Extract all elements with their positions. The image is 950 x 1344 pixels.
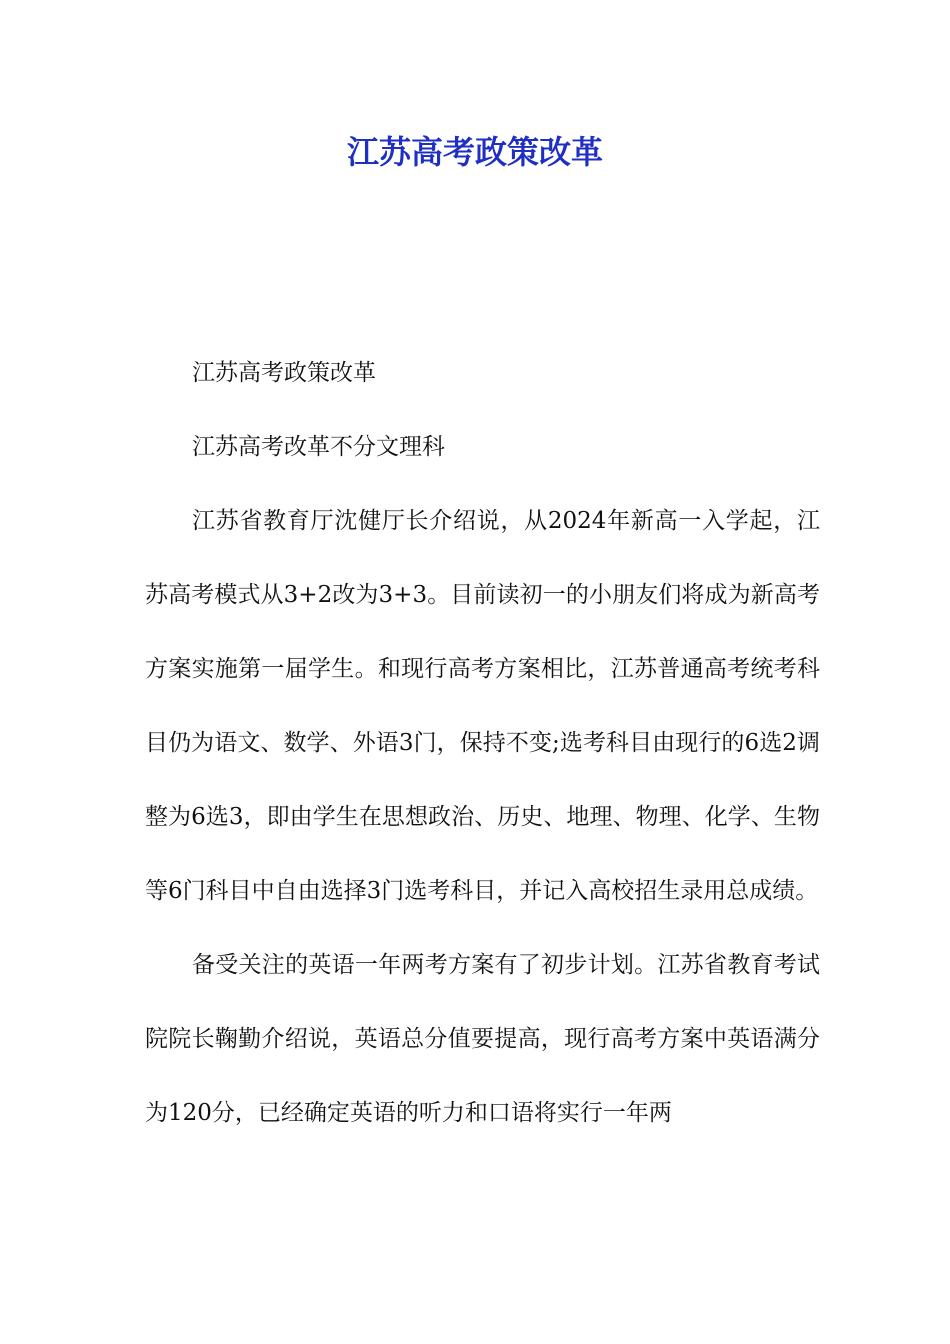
paragraph-subtitle: 江苏高考政策改革 [192,360,376,386]
paragraph-english-exam: 备受关注的英语一年两考方案有了初步计划。江苏省教育考试院院长鞠勤介绍说，英语总分值要提高，现行高考方案中英语满分为120分，已经确定英语的听力和口语将实行一年两 [145,952,820,1126]
document-title: 江苏高考政策改革 [346,133,603,171]
paragraph-heading: 江苏高考改革不分文理科 [192,434,445,460]
paragraph-reform-details: 江苏省教育厅沈健厅长介绍说，从2024年新高一入学起，江苏高考模式从3+2改为3+3。目前读初一的小朋友们将成为新高考方案实施第一届学生。和现行高考方案相比，江苏普通高考统考科目仍为语文、数学、外语3门，保持不变;选考科目由现行的6选2调整为6选3，即由学生在思想政治、历史、地理、物理、化学、生物等6门科目中自由选择3门选考科目，并记入高校招生录用总成绩。 [145,508,820,904]
document-body [145,336,820,1150]
